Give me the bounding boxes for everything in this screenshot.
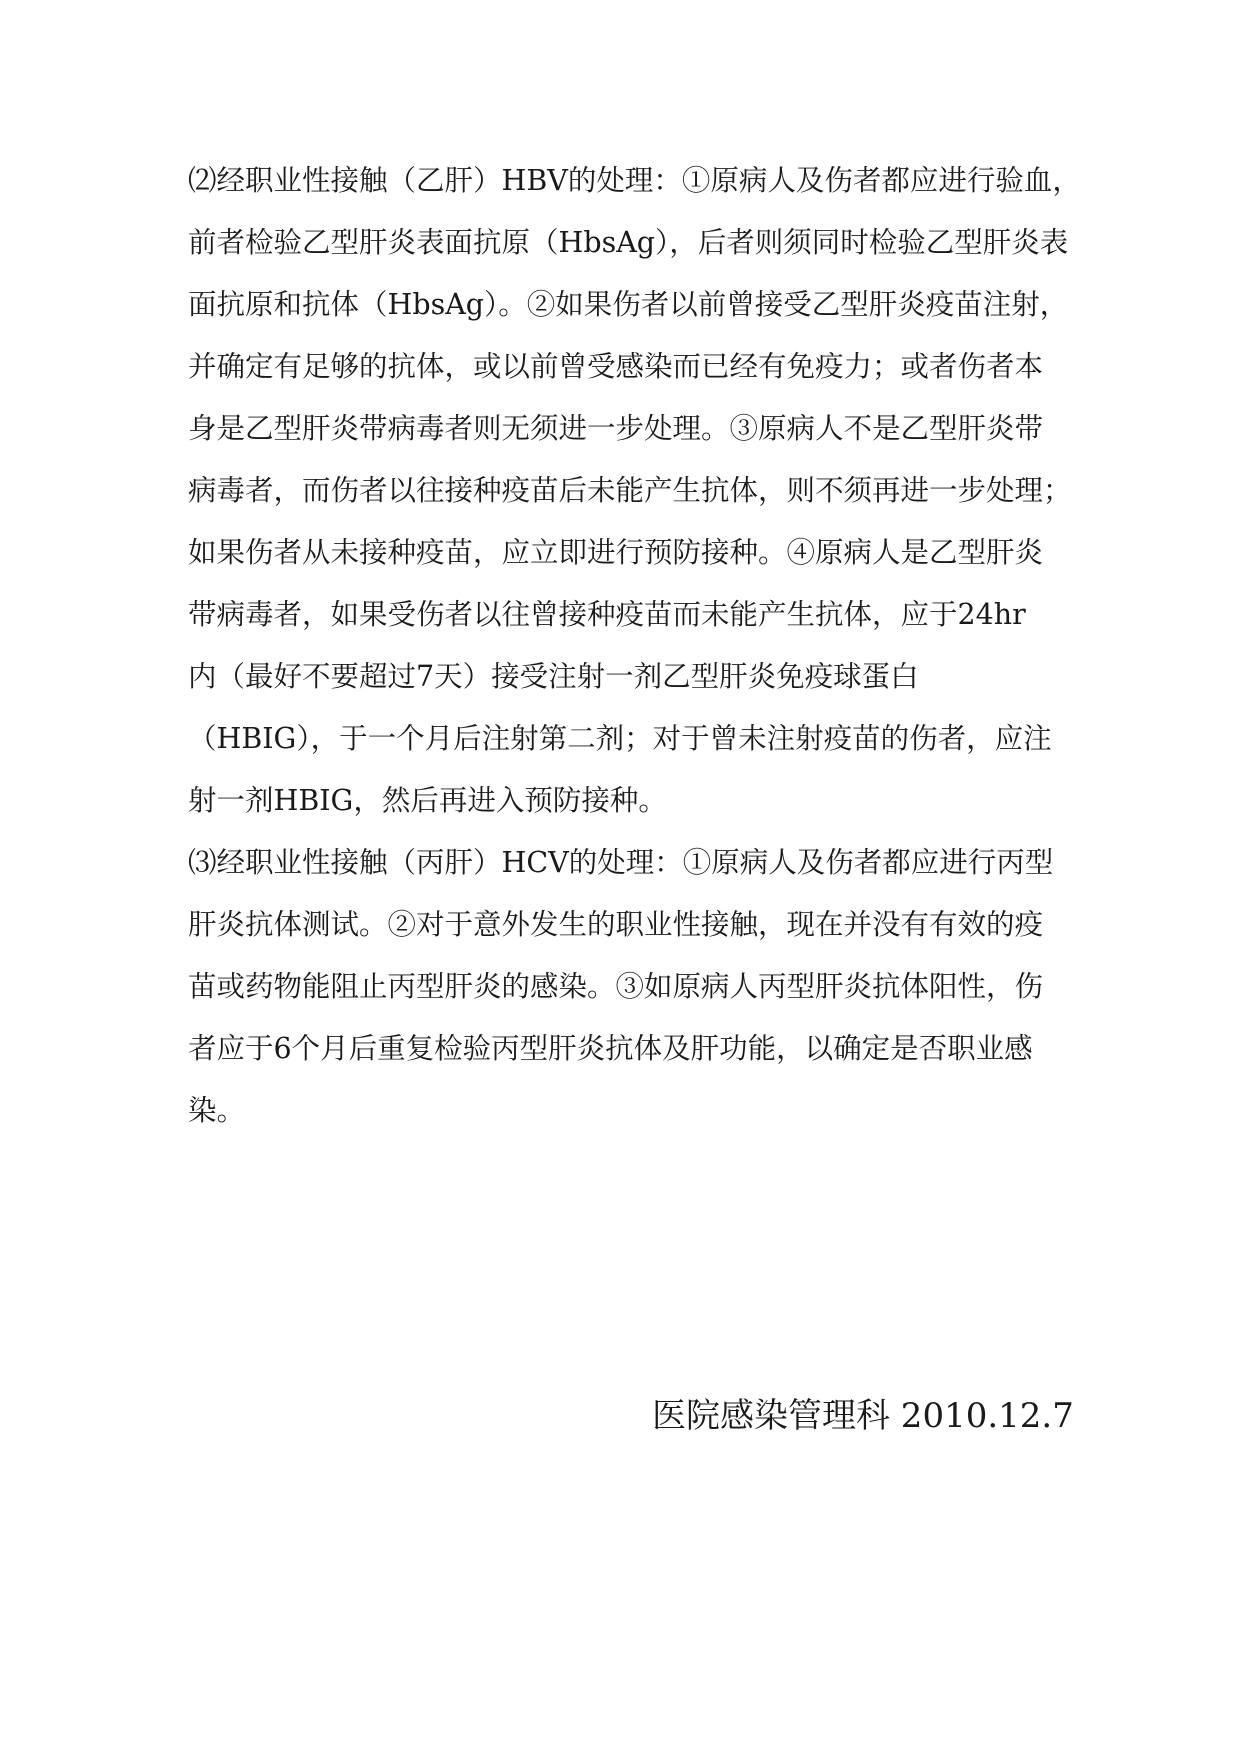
text-line: 带病毒者，如果受伤者以往曾接种疫苗而未能产生抗体，应于24hr: [188, 598, 1026, 631]
text-line: 射一剂HBIG，然后再进入预防接种。: [188, 784, 667, 817]
text-line: （HBIG），于一个月后注射第二剂；对于曾未注射疫苗的伤者，应注: [188, 722, 1052, 755]
text-line: 苗或药物能阻止丙型肝炎的感染。③如原病人丙型肝炎抗体阳性，伤: [188, 970, 1044, 1003]
text-line: ⑵经职业性接触（乙肝）HBV的处理：①原病人及伤者都应进行验血，: [188, 164, 1081, 197]
text-line: 病毒者，而伤者以往接种疫苗后未能产生抗体，则不须再进一步处理；: [188, 474, 1072, 507]
text-line: 者应于6个月后重复检验丙型肝炎抗体及肝功能，以确定是否职业感: [188, 1032, 1033, 1065]
text-line: 面抗原和抗体（HbsAg）。②如果伤者以前曾接受乙型肝炎疫苗注射，: [188, 288, 1069, 321]
text-line: ⑶经职业性接触（丙肝）HCV的处理：①原病人及伤者都应进行丙型: [188, 846, 1054, 879]
text-line: 染。: [188, 1094, 246, 1127]
document-body: [188, 150, 1081, 1142]
department-signature-date: 医院感染管理科 2010.12.7: [652, 1396, 1074, 1436]
text-line: 肝炎抗体测试。②对于意外发生的职业性接触，现在并没有有效的疫: [188, 908, 1044, 941]
text-line: 如果伤者从未接种疫苗，应立即进行预防接种。④原病人是乙型肝炎: [188, 536, 1044, 569]
text-line: 并确定有足够的抗体，或以前曾受感染而已经有免疫力；或者伤者本: [188, 350, 1044, 383]
text-line: 身是乙型肝炎带病毒者则无须进一步处理。③原病人不是乙型肝炎带: [188, 412, 1044, 445]
text-line: 前者检验乙型肝炎表面抗原（HbsAg），后者则须同时检验乙型肝炎表: [188, 226, 1069, 259]
text-line: 内（最好不要超过7天）接受注射一剂乙型肝炎免疫球蛋白: [188, 660, 919, 693]
